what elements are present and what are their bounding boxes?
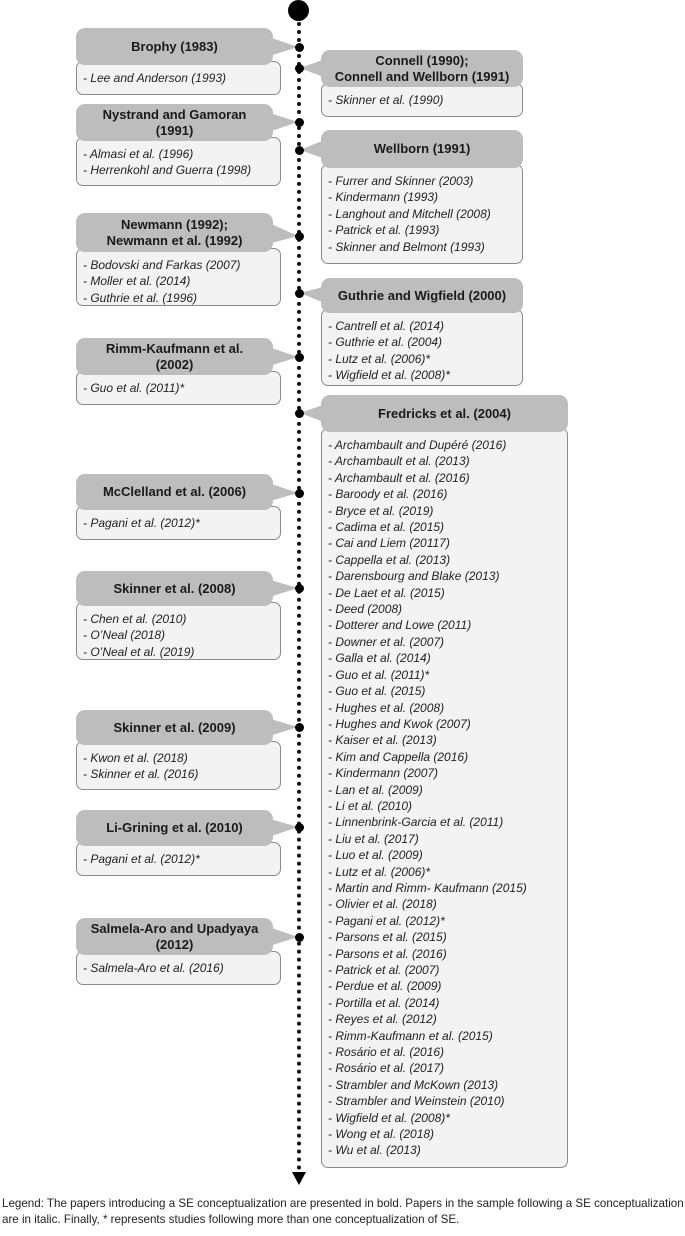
conceptualization-paper-header: Brophy (1983) [76, 28, 273, 65]
following-paper: - Wigfield et al. (2008)* [328, 368, 450, 383]
legend-text: Legend: The papers introducing a SE conceptualization are presented in bold. Papers in the sample following a SE conceptualization are in italic. Finally, * represents studies following more than one conceptualization of SE. [2, 1197, 684, 1226]
conceptualization-paper-header: Salmela-Aro and Upadyaya (2012) [76, 918, 273, 955]
following-paper: - Archambault and Dupéré (2016) [328, 438, 507, 452]
following-paper: - Bodovski and Farkas (2007) [83, 258, 241, 272]
following-paper: - Strambler and McKown (2013) [328, 1077, 499, 1092]
following-paper: - Pagani et al. (2012)* [83, 852, 200, 866]
conceptualization-paper-header: Skinner et al. (2008) [76, 571, 273, 606]
following-papers-list [76, 741, 281, 790]
following-paper: - Perdue et al. (2009) [328, 979, 442, 994]
following-paper: - Cadima et al. (2015) [328, 520, 445, 535]
following-papers-list [321, 83, 523, 117]
following-paper: - Deed (2008) [328, 602, 403, 617]
following-paper: - Dotterer and Lowe (2011) [328, 618, 472, 633]
following-paper: - Kindermann (2007) [328, 766, 439, 781]
timeline-dot [295, 823, 304, 832]
following-paper: - Rosário et al. (2017) [328, 1061, 445, 1076]
timeline-start-dot [288, 0, 309, 21]
following-paper: - Rimm-Kaufmann et al. (2015) [328, 1028, 493, 1043]
following-paper: - Galla et al. (2014) [328, 651, 431, 666]
following-paper: - O’Neal et al. (2019) [83, 644, 195, 659]
following-paper: - Luo et al. (2009) [328, 848, 423, 863]
timeline-axis [297, 14, 301, 1179]
conceptualization-paper-header: Wellborn (1991) [321, 130, 523, 168]
timeline-dot [295, 43, 304, 52]
conceptualization-paper-header: Connell (1990); Connell and Wellborn (1991) [321, 50, 523, 87]
following-paper: - Downer et al. (2007) [328, 634, 445, 649]
following-paper: - Cappella et al. (2013) [328, 552, 451, 567]
following-paper: - Li et al. (2010) [328, 798, 413, 813]
following-paper: - Parsons et al. (2015) [328, 930, 447, 945]
following-paper: - Herrenkohl and Guerra (1998) [83, 163, 252, 178]
following-paper: - Linnenbrink-Garcia et al. (2011) [328, 815, 504, 830]
following-paper: - O’Neal (2018) [83, 628, 166, 643]
following-paper: - Hughes et al. (2008) [328, 700, 445, 715]
following-paper: - De Laet et al. (2015) [328, 585, 445, 600]
following-papers-list [76, 602, 281, 660]
following-paper: - Kindermann (1993) [328, 190, 439, 205]
following-paper: - Wigfield et al. (2008)* [328, 1110, 450, 1125]
following-paper: - Strambler and Weinstein (2010) [328, 1094, 505, 1109]
following-paper: - Lutz et al. (2006)* [328, 351, 431, 366]
following-paper: - Cantrell et al. (2014) [328, 319, 445, 333]
following-paper: - Kaiser et al. (2013) [328, 733, 437, 748]
following-papers-list [76, 61, 281, 95]
timeline-dot [295, 146, 304, 155]
conceptualization-paper-header: Fredricks et al. (2004) [321, 395, 568, 432]
following-paper: - Lutz et al. (2006)* [328, 864, 431, 879]
following-paper: - Wu et al. (2013) [328, 1143, 421, 1158]
following-papers-list [321, 164, 523, 264]
timeline-dot [295, 409, 304, 418]
following-paper: - Skinner and Belmont (1993) [328, 239, 485, 254]
timeline-dot [295, 232, 304, 241]
following-paper: - Skinner et al. (2016) [83, 767, 199, 782]
following-paper: - Guo et al. (2011)* [83, 381, 185, 395]
following-paper: - Cai and Liem (20117) [328, 536, 450, 551]
following-paper: - Moller et al. (2014) [83, 274, 191, 289]
following-paper: - Guo et al. (2011)* [328, 667, 430, 682]
following-papers-list [321, 428, 568, 1168]
conceptualization-paper-header: Newmann (1992); Newmann et al. (1992) [76, 213, 273, 252]
following-paper: - Martin and Rimm- Kaufmann (2015) [328, 880, 527, 895]
following-paper: - Patrick et al. (1993) [328, 223, 440, 238]
following-paper: - Bryce et al. (2019) [328, 503, 434, 518]
following-paper: - Baroody et al. (2016) [328, 487, 448, 502]
timeline-arrow-icon [292, 1172, 306, 1185]
timeline-dot [295, 353, 304, 362]
conceptualization-paper-header: Guthrie and Wigfield (2000) [321, 278, 523, 313]
following-paper: - Kim and Cappella (2016) [328, 749, 469, 764]
following-paper: - Liu et al. (2017) [328, 831, 419, 846]
following-paper: - Guthrie et al. (1996) [83, 290, 198, 305]
conceptualization-paper-header: McClelland et al. (2006) [76, 474, 273, 510]
following-paper: - Langhout and Mitchell (2008) [328, 206, 491, 221]
timeline-dot [295, 289, 304, 298]
following-paper: - Pagani et al. (2012)* [328, 913, 445, 928]
following-papers-list [76, 951, 281, 985]
following-paper: - Guthrie et al. (2004) [328, 335, 443, 350]
following-paper: - Skinner et al. (1990) [328, 93, 444, 107]
following-paper: - Guo et al. (2015) [328, 684, 426, 699]
following-paper: - Salmela-Aro et al. (2016) [83, 961, 224, 975]
following-paper: - Reyes et al. (2012) [328, 1012, 437, 1027]
following-paper: - Archambault et al. (2016) [328, 470, 470, 485]
following-paper: - Darensbourg and Blake (2013) [328, 569, 500, 584]
timeline-dot [295, 118, 304, 127]
timeline-dot [295, 64, 304, 73]
following-paper: - Furrer and Skinner (2003) [328, 174, 474, 188]
following-paper: - Chen et al. (2010) [83, 612, 187, 626]
following-paper: - Kwon et al. (2018) [83, 751, 188, 765]
timeline-dot [295, 933, 304, 942]
following-papers-list [76, 137, 281, 186]
conceptualization-paper-header: Nystrand and Gamoran (1991) [76, 104, 273, 141]
following-paper: - Portilla et al. (2014) [328, 995, 440, 1010]
following-paper: - Archambault et al. (2013) [328, 454, 470, 469]
conceptualization-paper-header: Skinner et al. (2009) [76, 710, 273, 745]
following-paper: - Pagani et al. (2012)* [83, 516, 200, 530]
timeline-dot [295, 584, 304, 593]
timeline-dot [295, 489, 304, 498]
timeline-dot [295, 723, 304, 732]
following-paper: - Wong et al. (2018) [328, 1127, 435, 1142]
following-paper: - Olivier et al. (2018) [328, 897, 437, 912]
following-papers-list [76, 248, 281, 306]
following-paper: - Lan et al. (2009) [328, 782, 423, 797]
following-papers-list [76, 842, 281, 876]
following-paper: - Almasi et al. (1996) [83, 147, 194, 161]
following-paper: - Patrick et al. (2007) [328, 963, 440, 977]
following-paper: - Rosário et al. (2016) [328, 1045, 445, 1060]
following-paper: - Hughes and Kwok (2007) [328, 716, 471, 731]
following-paper: - Lee and Anderson (1993) [83, 71, 226, 85]
following-papers-list [321, 309, 523, 386]
following-papers-list [76, 371, 281, 405]
following-paper: - Parsons et al. (2016) [328, 946, 447, 961]
following-papers-list [76, 506, 281, 540]
conceptualization-paper-header: Rimm-Kaufmann et al. (2002) [76, 338, 273, 375]
conceptualization-paper-header: Li-Grining et al. (2010) [76, 810, 273, 846]
